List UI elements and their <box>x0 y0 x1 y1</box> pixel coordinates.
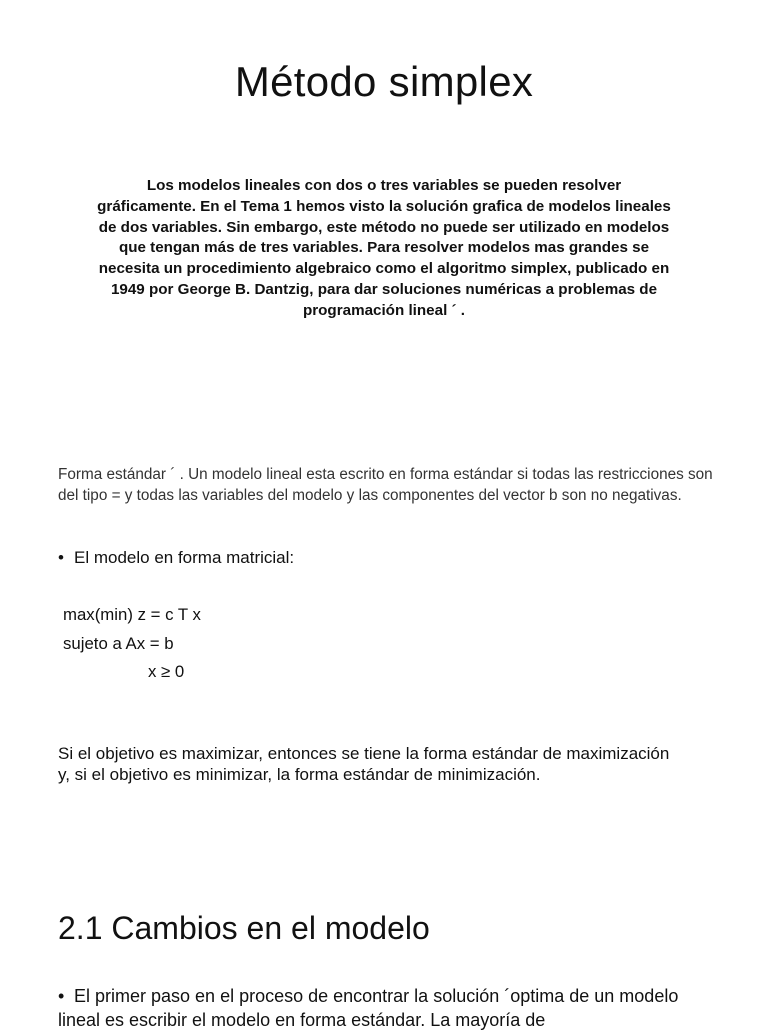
math-objective-line: max(min) z = c T x <box>63 605 201 624</box>
objetivo-paragraph: Si el objetivo es maximizar, entonces se tiene la forma estándar de maximización y, si el objetivo es minimizar, la forma estándar de minimización. <box>58 744 670 784</box>
bullet-text: El primer paso en el proceso de encontrar la solución ´optima de un modelo lineal es escribir el modelo en forma estándar. La mayoría de <box>58 986 679 1030</box>
bullet-item <box>58 984 718 1032</box>
intro-paragraph: Los modelos lineales con dos o tres variables se pueden resolver gráficamente. En el Tema 1 hemos visto la solución grafica de modelos lineales de dos variables. Sin embargo, este método no puede ser utilizado en modelos que tengan más de tres variables. Para resolver modelos mas grandes se necesita un procedimiento algebraico como el algoritmo simplex, publicado en 1949 por George B. Dantzig, para dar soluciones numéricas a problemas de programación lineal ´ . <box>97 177 671 319</box>
slide-forma-estandar <box>0 440 768 870</box>
bullet-marker: • <box>58 548 64 567</box>
bullet-text: El modelo en forma matricial: <box>74 548 295 567</box>
slide-title: Método simplex <box>234 58 534 105</box>
slide-cambios-modelo <box>0 870 768 1030</box>
math-constraint-line: sujeto a Ax = b <box>63 634 174 653</box>
math-nonneg-line: x ≥ 0 <box>148 662 185 681</box>
forma-estandar-paragraph: Forma estándar ´ . Un modelo lineal esta escrito en forma estándar si todas las restricciones son del tipo = y todas las variables del modelo y las componentes del vector b son no negativas. <box>58 466 713 504</box>
slide-metodo-simplex <box>0 0 768 440</box>
bullet-item <box>58 548 738 568</box>
bullet-marker: • <box>58 986 65 1006</box>
section-title: 2.1 Cambios en el modelo <box>58 910 430 946</box>
